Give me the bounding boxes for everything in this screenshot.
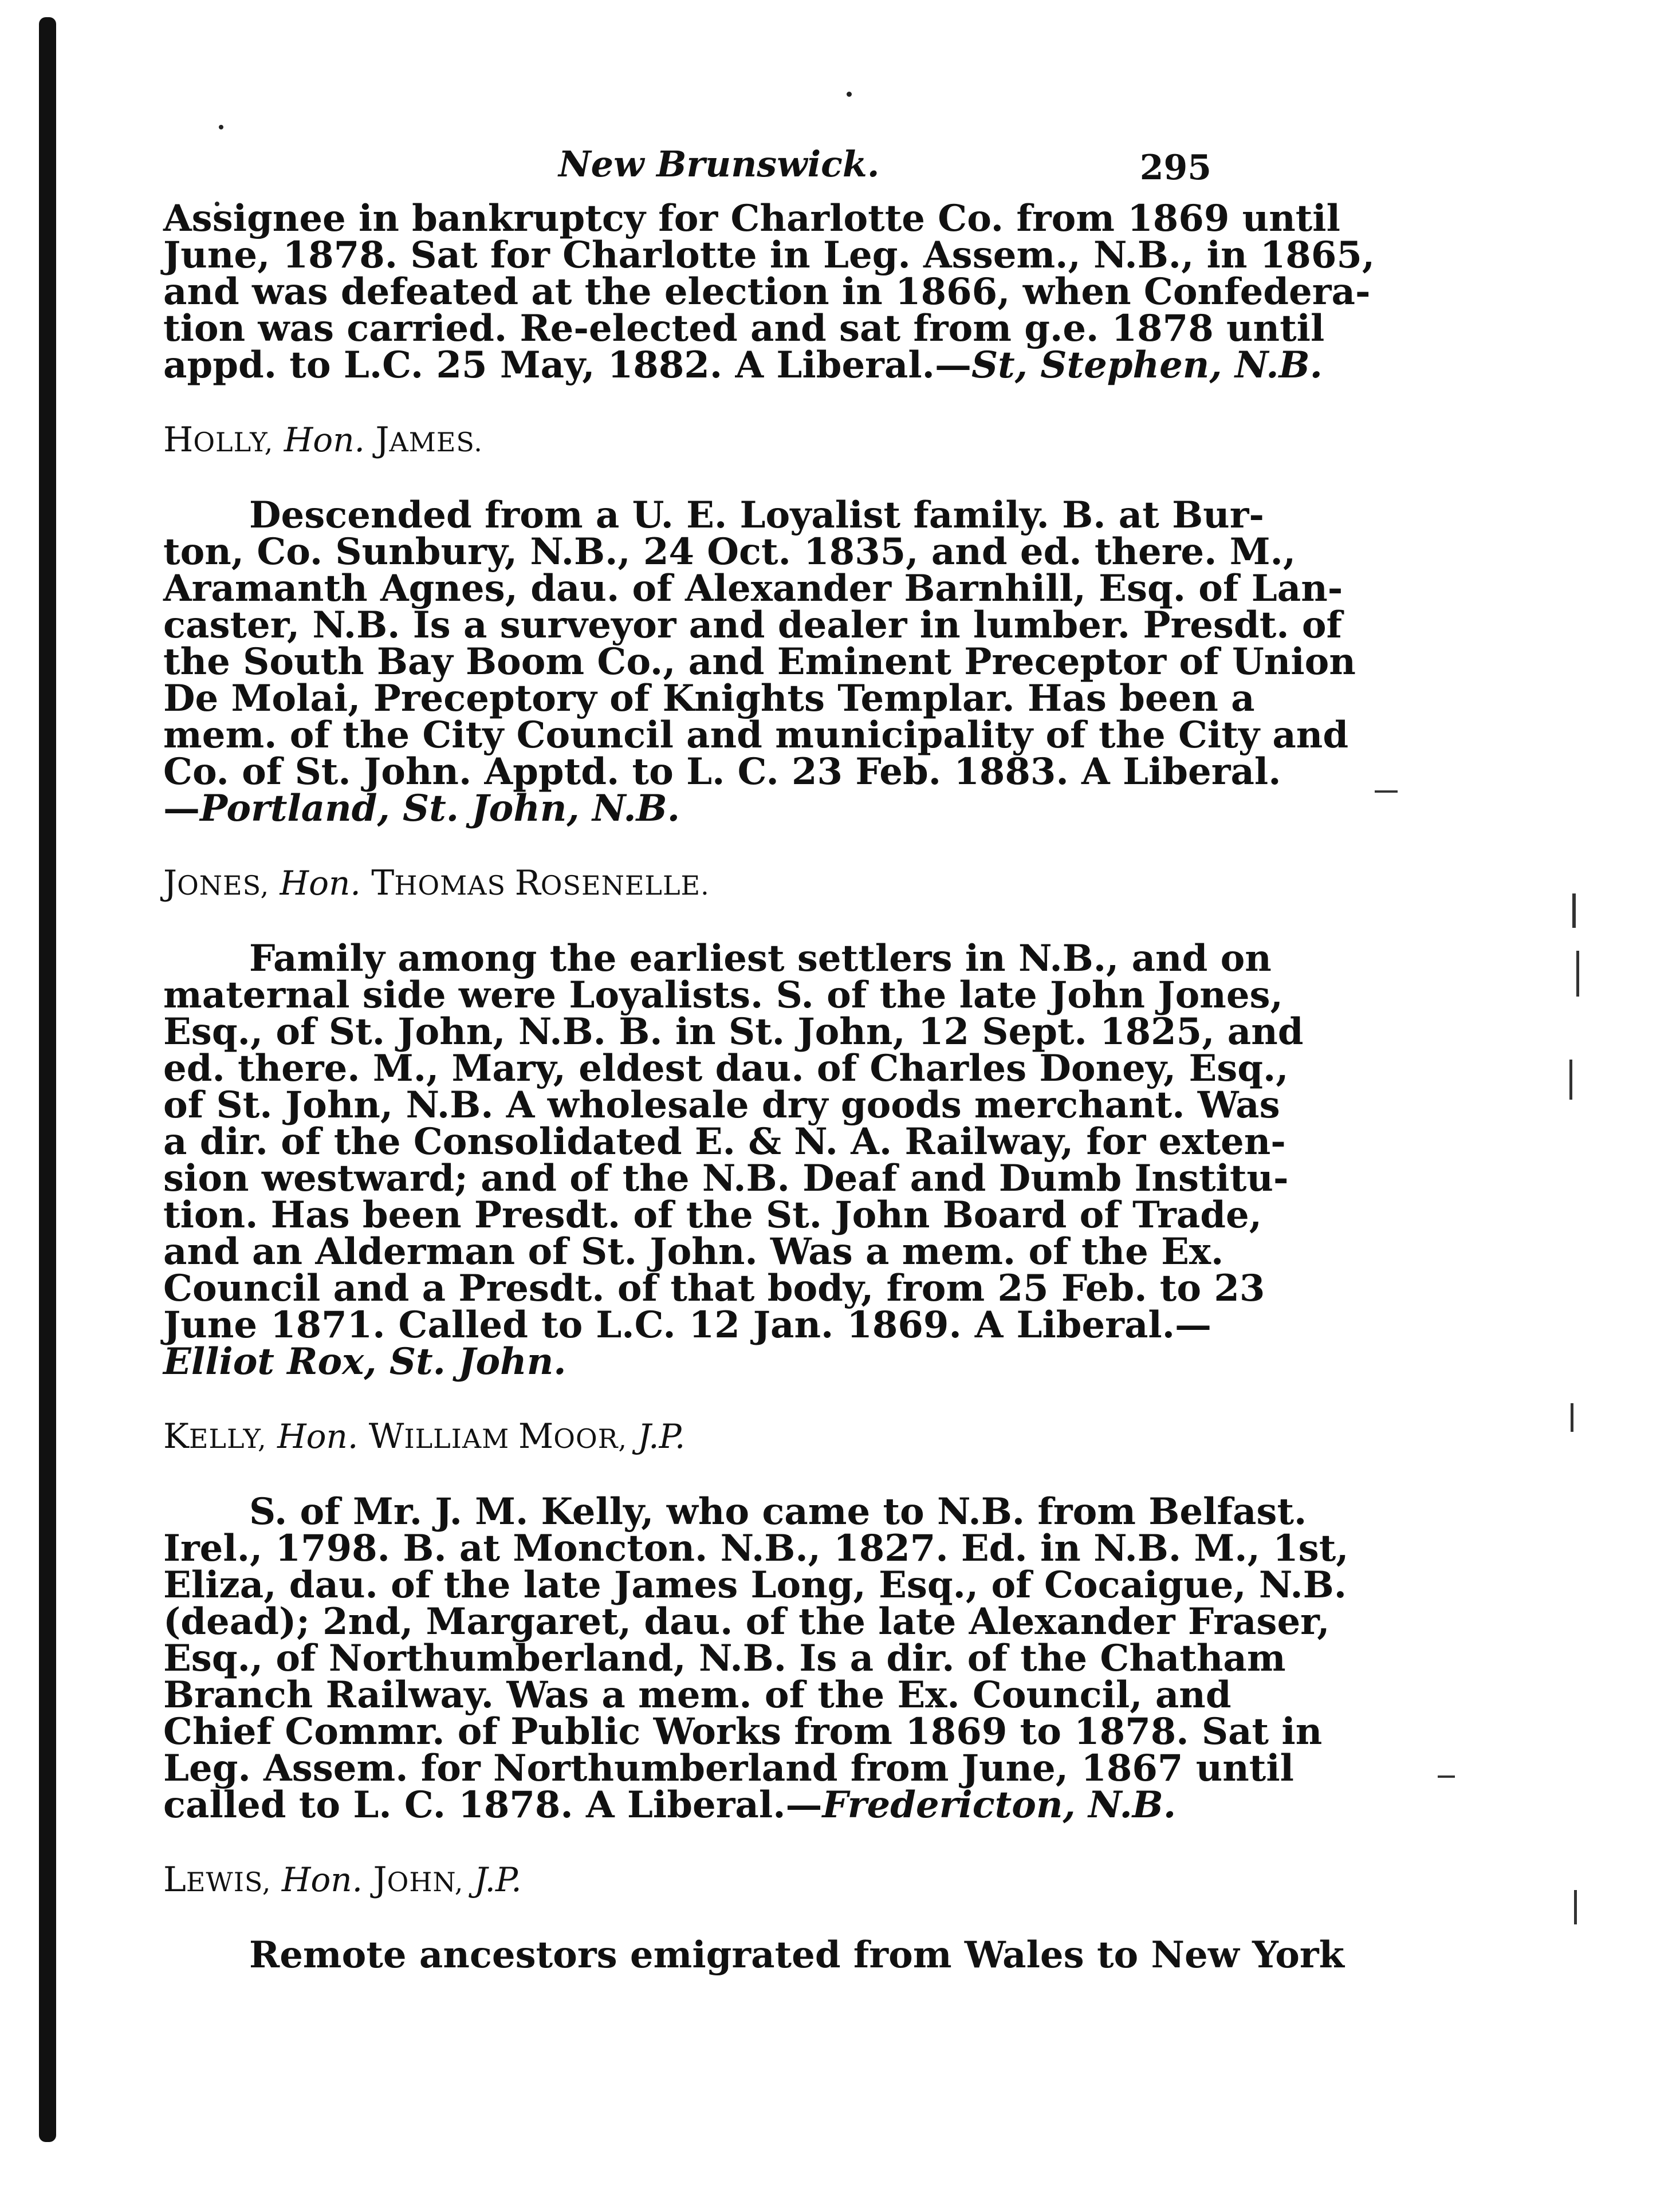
edge-mark [1574,1890,1577,1924]
given-initial: J [375,420,389,460]
text-line [163,1784,1211,1826]
given-initial: T [371,863,395,903]
entry-body-holly [163,494,1356,830]
entry-body-lewis [163,1934,1344,1977]
text-line: Chief Commr. of Public Works from 1869 to 1878. Sat in [163,1710,1323,1753]
given2-initial: R [514,863,541,903]
text-line: De Molai, Preceptory of Knights Templar. Has been a [163,677,1255,720]
entry-heading-kelly [163,1418,1211,1457]
text-line: Esq., of St. John, N.B. B. in St. John, 12 Sept. 1825, and [163,1010,1304,1053]
text-line: Irel., 1798. B. at Moncton. N.B., 1827. Ed. in N.B. M., 1st, [163,1527,1349,1570]
residence: Fredericton, N.B. [822,1784,1177,1826]
text-line: June 1871. Called to L.C. 12 Jan. 1869. A Liberal.— [163,1304,1211,1347]
text-line: Descended from a U. E. Loyalist family. B. at Bur- [249,494,1264,537]
given2-rest: OSENELLE. [540,870,710,901]
given-rest: AMES. [389,427,483,458]
residence: Portland, St. John, N.B. [200,787,680,830]
book-spine-shadow [39,17,56,2142]
edge-mark [1375,790,1398,793]
text-line: Co. of St. John. Apptd. to L. C. 23 Feb. 1883. A Liberal. [163,750,1281,793]
surname-rest: ONES, [177,870,270,901]
post-nominal: J.P. [474,1860,522,1899]
surname-rest: OLLY, [193,427,274,458]
given-rest: ILLIAM [404,1423,518,1454]
text-line: and was defeated at the election in 1866, when Confedera- [163,270,1371,313]
entry-continuation [163,197,1375,387]
text-line [163,1340,1211,1383]
edge-mark [1571,1403,1573,1432]
text-line: Assignee in bankruptcy for Charlotte Co. from 1869 until [163,197,1340,240]
text-line: tion was carried. Re-elected and sat from g.e. 1878 until [163,307,1325,350]
text-line-body: appd. to L.C. 25 May, 1882. A Liberal.— [163,344,971,387]
text-line-body: — [163,787,200,830]
text-line-body: called to L. C. 1878. A Liberal.— [163,1784,823,1826]
text-line: Eliza, dau. of the late James Long, Esq., of Cocaigue, N.B. [163,1564,1347,1607]
text-line: mem. of the City Council and municipality of the City and [163,714,1349,757]
honorific: Hon. [280,864,361,903]
surname-initial: L [163,1860,186,1900]
given2-rest: OOR, [553,1423,627,1454]
given-rest: OHN, [387,1867,464,1897]
surname-initial: J [163,863,178,903]
post-nominal: J.P. [638,1417,686,1456]
text-line [163,787,1211,830]
given-initial: J [373,1860,387,1900]
given-initial: W [368,1416,404,1456]
text-line: Leg. Assem. for Northumberland from June, 1867 until [163,1747,1294,1790]
text-line: Branch Railway. Was a mem. of the Ex. Council, and [163,1674,1232,1716]
text-line: tion. Has been Presdt. of the St. John Board of Trade, [163,1194,1262,1237]
edge-mark [1576,951,1579,997]
text-line: the South Bay Boom Co., and Eminent Preceptor of Union [163,640,1356,683]
edge-mark [1572,893,1576,928]
text-line: (dead); 2nd, Margaret, dau. of the late Alexander Fraser, [163,1600,1330,1643]
running-head [163,137,1211,200]
text-line: and an Alderman of St. John. Was a mem. of the Ex. [163,1230,1224,1273]
entry-body-kelly [163,1490,1349,1826]
text-line: June, 1878. Sat for Charlotte in Leg. Assem., N.B., in 1865, [163,234,1375,277]
surname-initial: H [163,420,194,460]
honorific: Hon. [284,420,365,459]
text-line: Family among the earliest settlers in N.B., and on [249,937,1272,980]
running-title: New Brunswick. [558,143,880,185]
text-line: ton, Co. Sunbury, N.B., 24 Oct. 1835, and ed. there. M., [163,530,1296,573]
page-number: 295 [1139,148,1211,188]
edge-mark [1438,1775,1455,1778]
text-line: Remote ancestors emigrated from Wales to New York [249,1934,1344,1977]
given2-initial: M [518,1416,554,1456]
book-page [163,137,1375,1977]
text-line: caster, N.B. Is a surveyor and dealer in lumber. Presdt. of [163,604,1343,647]
entry-heading-jones [163,865,1211,904]
residence: St, Stephen, N.B. [971,344,1323,387]
honorific: Hon. [277,1417,359,1456]
text-line: maternal side were Loyalists. S. of the late John Jones, [163,974,1283,1017]
text-line: of St. John, N.B. A wholesale dry goods merchant. Was [163,1084,1280,1127]
given-rest: HOMAS [394,870,515,901]
entry-heading-lewis [163,1861,1211,1900]
surname-initial: K [163,1416,189,1456]
text-line: Esq., of Northumberland, N.B. Is a dir. of the Chatham [163,1637,1286,1680]
ink-speck [219,125,223,129]
edge-mark [1569,1060,1572,1100]
text-line: ed. there. M., Mary, eldest dau. of Charles Doney, Esq., [163,1047,1289,1090]
ink-speck [847,92,852,97]
text-line [163,344,1323,387]
text-line: Council and a Presdt. of that body, from 25 Feb. to 23 [163,1267,1265,1310]
text-line: a dir. of the Consolidated E. & N. A. Railway, for exten- [163,1120,1286,1163]
residence: Elliot Rox, St. John. [163,1340,566,1383]
entry-heading-holly [163,422,1211,460]
text-line: sion westward; and of the N.B. Deaf and Dumb Institu- [163,1157,1289,1200]
text-line: S. of Mr. J. M. Kelly, who came to N.B. from Belfast. [249,1490,1307,1533]
text-line: Aramanth Agnes, dau. of Alexander Barnhill, Esq. of Lan- [163,567,1343,610]
surname-rest: ELLY, [188,1423,267,1454]
entry-body-jones [163,937,1304,1383]
surname-rest: EWIS, [186,1867,272,1897]
honorific: Hon. [281,1860,363,1899]
